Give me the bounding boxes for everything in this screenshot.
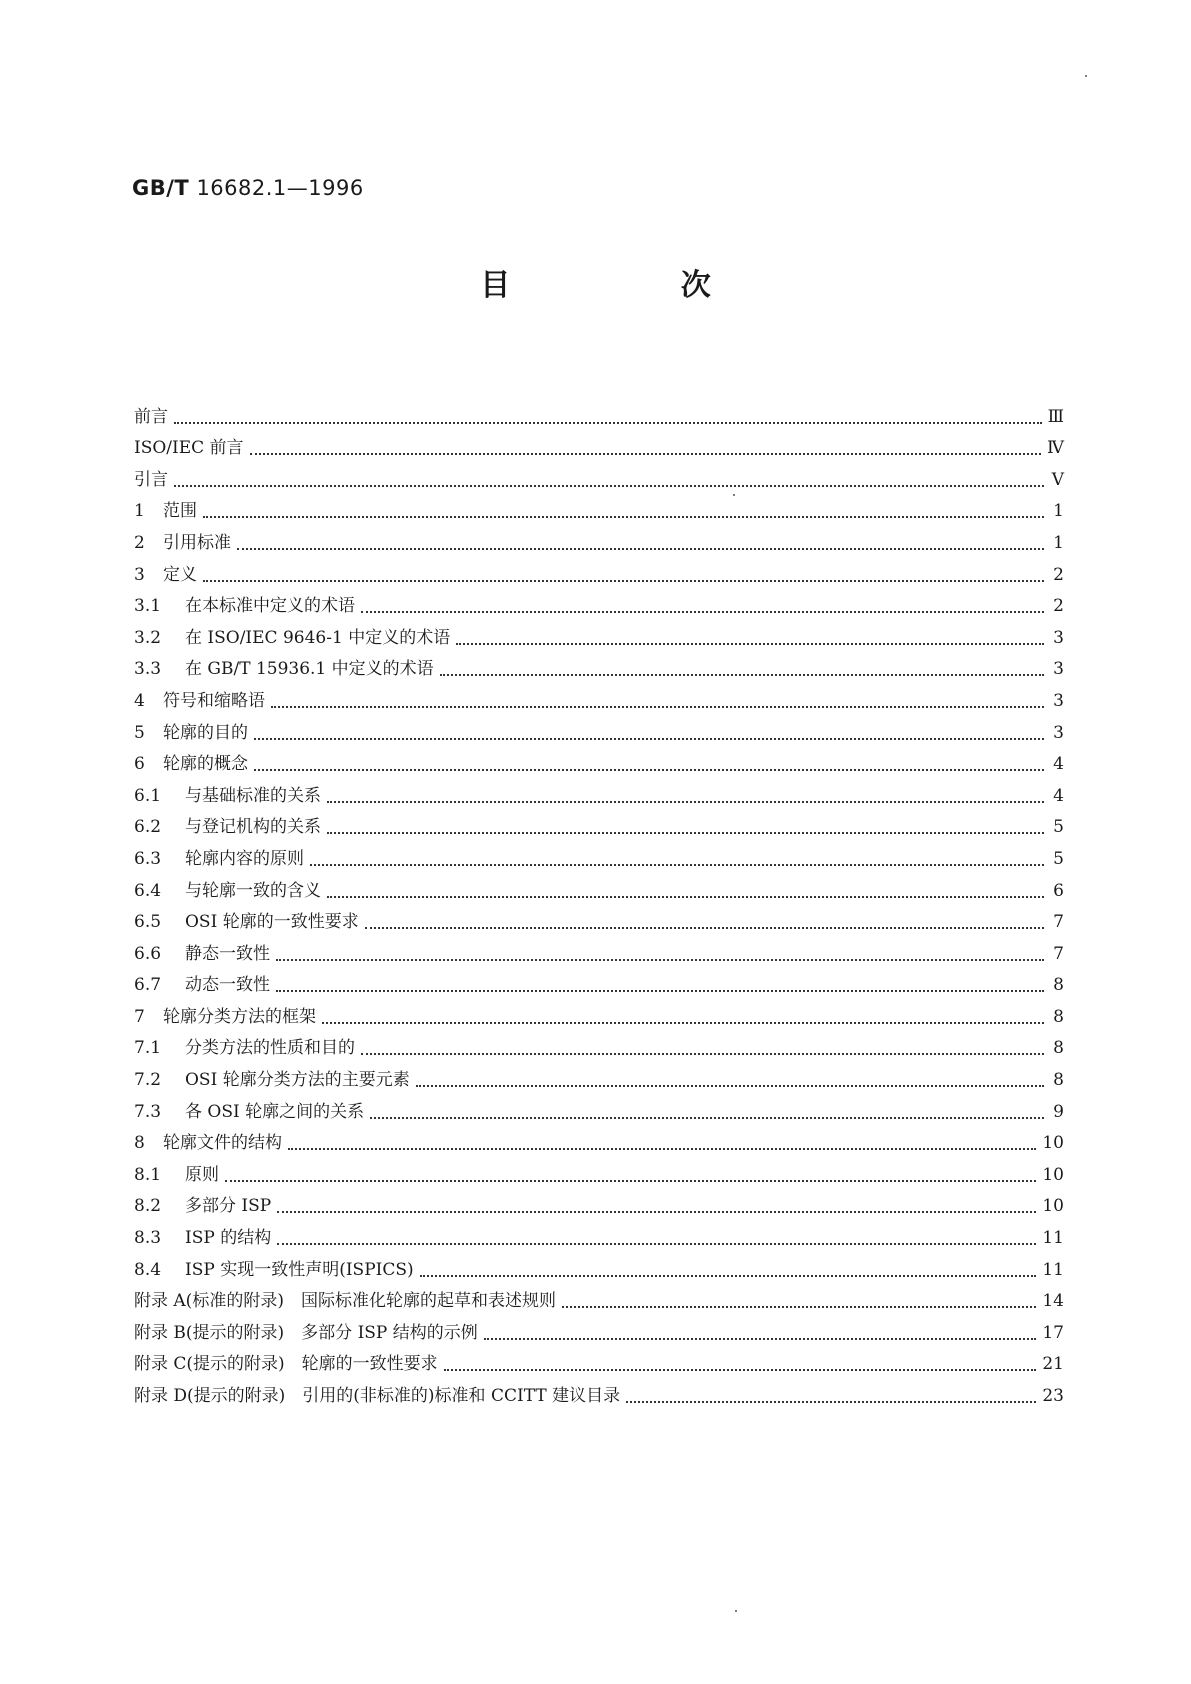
toc-entry[interactable]	[134, 1058, 1064, 1090]
toc-entry-page: 8	[1053, 975, 1064, 996]
toc-entry-number: 4	[134, 690, 145, 711]
toc-entry[interactable]	[134, 1374, 1064, 1406]
dot-leader	[365, 921, 1044, 929]
toc-entry[interactable]	[134, 490, 1064, 522]
toc-entry-page: 4	[1053, 785, 1064, 806]
toc-entry-number: 8.4	[134, 1259, 162, 1280]
toc-entry-page: 10	[1042, 1133, 1064, 1154]
dot-leader	[361, 605, 1044, 613]
toc-entry-page: 17	[1042, 1322, 1064, 1343]
toc-entry-label: 范围	[163, 501, 197, 522]
toc-entry[interactable]	[134, 1153, 1064, 1185]
toc-entry[interactable]	[134, 585, 1064, 617]
toc-entry-number: 8	[134, 1133, 145, 1154]
toc-entry[interactable]	[134, 774, 1064, 806]
toc-entry-label: 在 GB/T 15936.1 中定义的术语	[185, 659, 434, 680]
dot-leader	[276, 984, 1044, 992]
toc-entry[interactable]	[134, 964, 1064, 996]
toc-entry[interactable]	[134, 806, 1064, 838]
toc-entry-number: 8.1	[134, 1164, 162, 1185]
toc-entry[interactable]	[134, 932, 1064, 964]
toc-entry-number: 6.7	[134, 975, 162, 996]
toc-entry[interactable]	[134, 1216, 1064, 1248]
toc-entry-label: ISP 的结构	[185, 1228, 272, 1249]
toc-entry[interactable]	[134, 521, 1064, 553]
dot-leader	[254, 732, 1044, 740]
toc-entry-number: 6.1	[134, 785, 162, 806]
dot-leader	[203, 574, 1044, 582]
toc-entry[interactable]	[134, 1280, 1064, 1312]
toc-entry-page: 7	[1053, 943, 1064, 964]
toc-entry-label: OSI 轮廓的一致性要求	[185, 912, 359, 933]
toc-entry[interactable]	[134, 901, 1064, 933]
toc-entry-page: 8	[1053, 1038, 1064, 1059]
dot-leader	[370, 1111, 1044, 1119]
toc-entry-label: 定义	[163, 564, 197, 585]
toc-entry-number: 7.1	[134, 1038, 162, 1059]
table-of-contents	[134, 395, 1064, 1406]
toc-entry-label: 轮廓文件的结构	[163, 1133, 282, 1154]
scan-speck	[1085, 75, 1087, 77]
toc-entry-label: 与登记机构的关系	[185, 817, 321, 838]
toc-entry-label: ISO/IEC 前言	[134, 438, 244, 459]
toc-entry-number: 6.5	[134, 912, 162, 933]
toc-entry-page: 11	[1042, 1228, 1064, 1249]
toc-entry-number: 8.2	[134, 1196, 162, 1217]
toc-entry[interactable]	[134, 1248, 1064, 1280]
toc-entry-page: 9	[1053, 1101, 1064, 1122]
dot-leader	[484, 1332, 1037, 1340]
dot-leader	[254, 763, 1044, 771]
toc-entry-label: 附录 B(提示的附录) 多部分 ISP 结构的示例	[134, 1322, 478, 1343]
toc-entry-number: 7.3	[134, 1101, 162, 1122]
scan-speck	[735, 1610, 737, 1612]
dot-leader	[288, 1142, 1036, 1150]
standard-code	[132, 176, 364, 200]
toc-entry-label: 前言	[134, 406, 168, 427]
toc-entry[interactable]	[134, 553, 1064, 585]
toc-entry[interactable]	[134, 395, 1064, 427]
toc-entry-label: 引言	[134, 469, 168, 490]
toc-entry-page: 23	[1042, 1386, 1064, 1406]
page-title: 目 次	[480, 268, 791, 303]
dot-leader	[416, 1079, 1044, 1087]
toc-entry-label: 轮廓分类方法的框架	[163, 1006, 316, 1027]
toc-entry-number: 3.2	[134, 627, 162, 648]
toc-entry-page: 3	[1053, 690, 1064, 711]
toc-entry[interactable]	[134, 837, 1064, 869]
toc-entry-label: OSI 轮廓分类方法的主要元素	[185, 1070, 410, 1091]
dot-leader	[225, 1174, 1036, 1182]
toc-entry-page: 2	[1053, 596, 1064, 617]
standard-code-prefix: GB/T	[132, 176, 190, 200]
toc-entry-label: 轮廓的目的	[163, 722, 248, 743]
dot-leader	[271, 700, 1044, 708]
toc-entry-number: 3.1	[134, 596, 162, 617]
dot-leader	[327, 890, 1044, 898]
toc-entry-label: 与基础标准的关系	[185, 785, 321, 806]
toc-entry-page: 3	[1053, 627, 1064, 648]
toc-entry-label: 附录 C(提示的附录) 轮廓的一致性要求	[134, 1354, 438, 1375]
dot-leader	[203, 510, 1044, 518]
toc-entry-number: 5	[134, 722, 145, 743]
toc-entry[interactable]	[134, 427, 1064, 459]
toc-entry-number: 2	[134, 532, 145, 553]
dot-leader	[174, 416, 1042, 424]
toc-entry-label: 原则	[185, 1164, 219, 1185]
standard-code-number: 16682.1—1996	[196, 176, 364, 200]
toc-entry[interactable]	[134, 1343, 1064, 1375]
toc-entry-label: 在 ISO/IEC 9646-1 中定义的术语	[185, 627, 451, 648]
toc-entry-page: 3	[1053, 722, 1064, 743]
toc-entry-page: 14	[1042, 1291, 1064, 1312]
toc-entry-number: 6.4	[134, 880, 162, 901]
dot-leader	[250, 447, 1041, 455]
toc-entry[interactable]	[134, 648, 1064, 680]
toc-entry[interactable]	[134, 995, 1064, 1027]
dot-leader	[626, 1395, 1036, 1403]
toc-entry[interactable]	[134, 743, 1064, 775]
toc-entry-label: 符号和缩略语	[163, 690, 265, 711]
dot-leader	[456, 637, 1044, 645]
toc-entry-number: 3.3	[134, 659, 162, 680]
toc-entry[interactable]	[134, 679, 1064, 711]
dot-leader	[327, 826, 1044, 834]
toc-entry-page: 8	[1053, 1006, 1064, 1027]
toc-entry-label: 附录 D(提示的附录) 引用的(非标准的)标准和 CCITT 建议目录	[134, 1386, 621, 1406]
toc-entry-page: 11	[1042, 1259, 1064, 1280]
toc-entry-label: 轮廓的概念	[163, 754, 248, 775]
toc-entry-page: 4	[1053, 754, 1064, 775]
toc-entry-label: ISP 实现一致性声明(ISPICS)	[185, 1259, 414, 1280]
toc-entry-label: 轮廓内容的原则	[185, 848, 304, 869]
toc-entry-number: 7.2	[134, 1070, 162, 1091]
toc-entry-page: 8	[1053, 1070, 1064, 1091]
dot-leader	[277, 1237, 1036, 1245]
toc-entry-page: 5	[1053, 817, 1064, 838]
dot-leader	[310, 858, 1044, 866]
dot-leader	[276, 953, 1044, 961]
toc-entry-page: 6	[1053, 880, 1064, 901]
dot-leader	[440, 668, 1044, 676]
toc-entry-label: 静态一致性	[185, 943, 270, 964]
toc-entry-page: Ⅲ	[1047, 406, 1064, 427]
toc-entry-page: 1	[1053, 532, 1064, 553]
toc-entry-label: 与轮廓一致的含义	[185, 880, 321, 901]
toc-entry[interactable]	[134, 711, 1064, 743]
toc-entry-number: 8.3	[134, 1228, 162, 1249]
toc-entry[interactable]	[134, 1311, 1064, 1343]
toc-entry-number: 1	[134, 501, 145, 522]
toc-entry[interactable]	[134, 1027, 1064, 1059]
toc-entry-page: 7	[1053, 912, 1064, 933]
toc-entry[interactable]	[134, 869, 1064, 901]
toc-entry-page: 5	[1053, 848, 1064, 869]
toc-entry-page: Ⅳ	[1047, 438, 1064, 459]
toc-entry-number: 7	[134, 1006, 145, 1027]
toc-entry-label: 在本标准中定义的术语	[185, 596, 355, 617]
toc-entry[interactable]	[134, 1122, 1064, 1154]
toc-entry-page: 21	[1042, 1354, 1064, 1375]
dot-leader	[361, 1047, 1044, 1055]
toc-entry-page: 3	[1053, 659, 1064, 680]
toc-entry-page: 2	[1053, 564, 1064, 585]
dot-leader	[277, 1205, 1036, 1213]
dot-leader	[444, 1363, 1037, 1371]
toc-entry-number: 6.3	[134, 848, 162, 869]
toc-entry-page: 10	[1042, 1164, 1064, 1185]
toc-entry-number: 3	[134, 564, 145, 585]
dot-leader	[174, 479, 1044, 487]
toc-entry[interactable]	[134, 616, 1064, 648]
toc-entry-number: 6.6	[134, 943, 162, 964]
toc-entry-label: 附录 A(标准的附录) 国际标准化轮廓的起草和表述规则	[134, 1291, 556, 1312]
toc-entry-page: 1	[1053, 501, 1064, 522]
toc-entry-page: Ⅴ	[1051, 469, 1064, 490]
toc-entry-number: 6.2	[134, 817, 162, 838]
dot-leader	[327, 795, 1044, 803]
toc-entry-number: 6	[134, 754, 145, 775]
toc-entry-page: 10	[1042, 1196, 1064, 1217]
toc-entry[interactable]	[134, 1185, 1064, 1217]
dot-leader	[562, 1300, 1036, 1308]
toc-entry[interactable]	[134, 1090, 1064, 1122]
toc-entry-label: 多部分 ISP	[185, 1196, 272, 1217]
toc-entry-label: 动态一致性	[185, 975, 270, 996]
dot-leader	[420, 1269, 1037, 1277]
toc-entry-label: 引用标准	[163, 532, 231, 553]
dot-leader	[237, 542, 1044, 550]
scan-speck	[733, 494, 735, 496]
toc-entry-label: 分类方法的性质和目的	[185, 1038, 355, 1059]
toc-entry-label: 各 OSI 轮廓之间的关系	[185, 1101, 365, 1122]
dot-leader	[322, 1016, 1044, 1024]
toc-entry[interactable]	[134, 458, 1064, 490]
